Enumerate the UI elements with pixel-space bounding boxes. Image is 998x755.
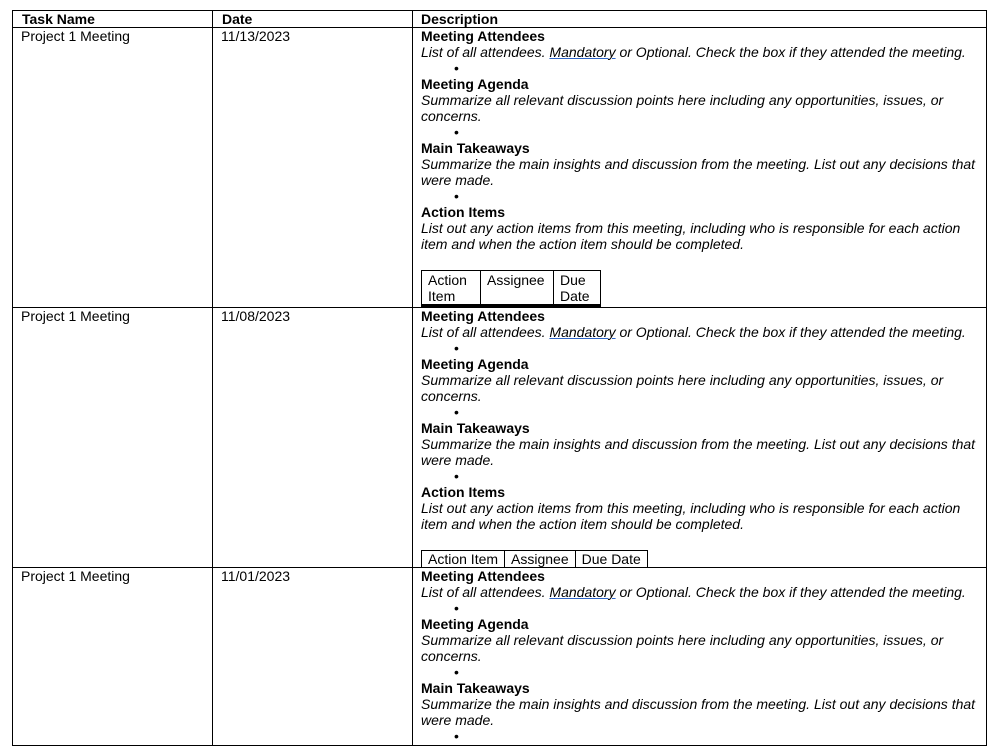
description-cell — [421, 308, 981, 532]
section-title: Main Takeaways — [421, 680, 530, 696]
bullet-icon: • — [454, 188, 459, 204]
bullet-icon: • — [454, 124, 459, 140]
section-title: Meeting Attendees — [421, 568, 545, 584]
action-items-table — [421, 270, 601, 308]
date-cell: 11/01/2023 — [221, 568, 291, 584]
header-task-name: Task Name — [22, 11, 95, 27]
section-body — [421, 324, 981, 340]
section-body — [421, 584, 981, 600]
section-title: Meeting Agenda — [421, 356, 529, 372]
due-date-header: Due Date — [554, 271, 601, 307]
assignee-header: Assignee — [505, 551, 576, 568]
header-date: Date — [222, 11, 253, 27]
body-text: List of all attendees. — [421, 44, 550, 60]
header-description: Description — [421, 11, 499, 27]
body-text: or Optional. Check the box if they attended the meeting. — [615, 584, 966, 600]
action-item-header: Action Item — [422, 551, 505, 568]
section-body: Summarize the main insights and discussion from the meeting. List out any decisions that were made. — [421, 156, 976, 188]
section-title: Action Items — [421, 484, 506, 500]
due-date-header: Due Date — [575, 551, 647, 568]
column-divider — [212, 11, 213, 745]
section-body: Summarize all relevant discussion points here including any opportunities, issues, or concerns. — [421, 372, 944, 404]
body-text: List of all attendees. — [421, 584, 550, 600]
assignee-header: Assignee — [481, 271, 554, 307]
mandatory-link[interactable]: Mandatory — [549, 44, 616, 60]
section-title: Action Items — [421, 204, 506, 220]
task-name-cell: Project 1 Meeting — [21, 308, 130, 324]
bullet-icon: • — [454, 60, 459, 76]
bullet-icon: • — [454, 340, 459, 356]
task-name-cell: Project 1 Meeting — [21, 568, 130, 584]
action-item-header: Action Item — [422, 271, 481, 307]
mandatory-link[interactable]: Mandatory — [549, 584, 616, 600]
task-name-cell: Project 1 Meeting — [21, 28, 130, 44]
action-items-table — [421, 550, 648, 568]
section-title: Meeting Agenda — [421, 616, 529, 632]
section-body — [421, 44, 981, 60]
body-text: or Optional. Check the box if they attended the meeting. — [615, 324, 966, 340]
description-cell — [421, 28, 981, 252]
section-body: Summarize all relevant discussion points here including any opportunities, issues, or concerns. — [421, 92, 944, 124]
bullet-icon: • — [454, 728, 459, 744]
meeting-table — [12, 10, 987, 746]
date-cell: 11/08/2023 — [221, 308, 291, 324]
mandatory-link[interactable]: Mandatory — [549, 324, 616, 340]
bullet-icon: • — [454, 404, 459, 420]
section-title: Main Takeaways — [421, 420, 530, 436]
column-divider — [412, 11, 413, 745]
section-body: List out any action items from this meeting, including who is responsible for each action item and when the action item should be completed. — [421, 500, 961, 532]
section-body: Summarize all relevant discussion points here including any opportunities, issues, or concerns. — [421, 632, 944, 664]
date-cell: 11/13/2023 — [221, 28, 291, 44]
section-title: Meeting Attendees — [421, 28, 545, 44]
bullet-icon: • — [454, 600, 459, 616]
body-text: or Optional. Check the box if they attended the meeting. — [615, 44, 966, 60]
section-title: Meeting Agenda — [421, 76, 529, 92]
bullet-icon: • — [454, 664, 459, 680]
bullet-icon: • — [454, 468, 459, 484]
body-text: List of all attendees. — [421, 324, 550, 340]
section-body: List out any action items from this meeting, including who is responsible for each action item and when the action item should be completed. — [421, 220, 961, 252]
section-title: Meeting Attendees — [421, 308, 545, 324]
description-cell — [421, 568, 981, 744]
section-body: Summarize the main insights and discussion from the meeting. List out any decisions that were made. — [421, 436, 976, 468]
section-title: Main Takeaways — [421, 140, 530, 156]
section-body: Summarize the main insights and discussion from the meeting. List out any decisions that were made. — [421, 696, 976, 728]
